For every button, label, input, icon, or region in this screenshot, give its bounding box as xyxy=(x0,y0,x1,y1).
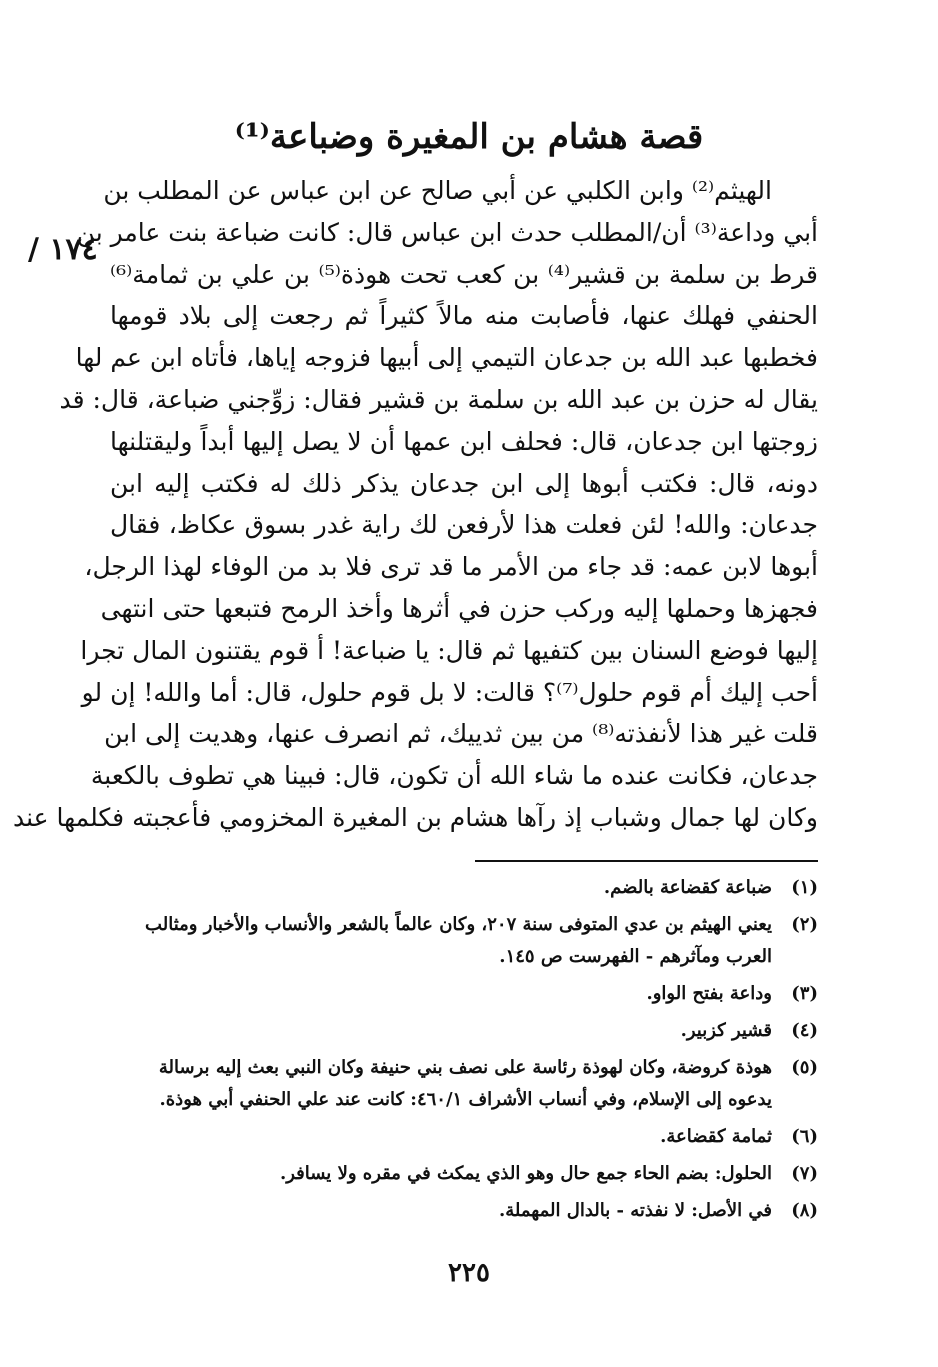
footnote-number: (٥) xyxy=(791,1057,818,1078)
footnote-number: (٨) xyxy=(791,1200,818,1221)
footnote xyxy=(110,1015,818,1047)
footnote-number: (١) xyxy=(791,877,818,898)
footnote-text: ثمامة كقضاعة. xyxy=(660,1126,772,1147)
text-line: أبي وداعة⁽³⁾ أن/المطلب حدث ابن عباس قال: كانت ضباعة بنت عامر بن xyxy=(76,217,818,247)
text-line: الحنفي فهلك عنها، فأصابت منه مالاً كثيراً ثم رجعت إلى بلاد قومها xyxy=(110,301,818,331)
text-line: أحب إليك أم قوم حلول⁽⁷⁾؟ قالت: لا بل قوم حلول، قال: أما والله! إن لو xyxy=(81,677,818,707)
footnote xyxy=(110,978,818,1010)
footnote-text: ضباعة كقضاعة بالضم. xyxy=(603,877,772,898)
footnote-text: وداعة بفتح الواو. xyxy=(646,983,772,1004)
text-line: جدعان، فكانت عنده ما شاء الله أن تكون، قال: فبينا هي تطوف بالكعبة xyxy=(90,761,818,791)
footnote xyxy=(110,1052,818,1116)
text-line: قرط بن سلمة بن قشير⁽⁴⁾ بن كعب تحت هوذة⁽⁵⁾ بن علي بن ثمامة⁽⁶⁾ xyxy=(110,259,818,289)
text-line: قلت غير هذا لأنفذته⁽⁸⁾ من بين ثدييك، ثم انصرف عنها، وهديت إلى ابن xyxy=(104,719,818,749)
footnote-text: هوذة كروضة، وكان لهوذة رئاسة على نصف بني حنيفة وكان النبي بعث إليه برسالة يدعوه إلى الإسلام، وفي أنساب الأشراف ٤٦٠/١: كانت عند علي الحنفي أبي هوذة. xyxy=(158,1057,772,1110)
text-line: وكان لها جمال وشباب إذ رآها هشام بن المغيرة المخزومي فأعجبته فكلمها عند xyxy=(12,802,818,832)
footnote-text: في الأصل: لا نفذته - بالدال المهملة. xyxy=(499,1200,772,1221)
text-line: فجهزها وحملها إليه وركب حزن في أثرها وأخذ الرمح فتبعها حتى انتهى xyxy=(100,593,818,623)
footnote xyxy=(110,1158,818,1190)
text-line: يقال له حزن بن عبد الله بن سلمة بن قشير فقال: زوِّجني ضباعة، قال: قد xyxy=(59,384,818,414)
footnote-text: قشير كزبير. xyxy=(680,1020,772,1041)
text-line: أبوها لابن عمه: قد جاء من الأمر ما قد ترى فلا بد من الوفاء لهذا الرجل، xyxy=(84,552,818,582)
text-line: إليها فوضع السنان بين كتفيها ثم قال: يا ضباعة! أ قوم يقتنون المال تجرا xyxy=(80,635,818,665)
text-line: الهيثم⁽²⁾ وابن الكلبي عن أبي صالح عن ابن عباس عن المطلب بن xyxy=(103,176,772,205)
footnote-number: (٢) xyxy=(791,914,818,935)
text-line: جدعان: والله! لئن فعلت هذا لأرفعن لك راية غدر بسوق عكاظ، فقال xyxy=(110,510,818,540)
footnote xyxy=(110,909,818,973)
text-line: فخطبها عبد الله بن جدعان التيمي إلى أبيها فزوجه إياها، فأتاه ابن عم لها xyxy=(75,343,818,373)
chapter-title: قصة هشام بن المغيرة وضباعة⁽¹⁾ xyxy=(234,117,704,157)
original-page-marker: ١٧٤ / xyxy=(28,232,98,267)
footnote xyxy=(110,1121,818,1153)
text-line: دونه، قال: فكتب أبوها إلى ابن جدعان يذكر ذلك له فكتب إليه ابن xyxy=(110,468,818,498)
footnotes xyxy=(110,872,818,1232)
footnote-number: (٧) xyxy=(791,1163,818,1184)
footnote-text: يعني الهيثم بن عدي المتوفى سنة ٢٠٧، وكان عالماً بالشعر والأنساب والأخبار ومثالب العرب ومآثرهم - الفهرست ص ١٤٥. xyxy=(145,914,772,967)
footnote xyxy=(110,1195,818,1227)
footnote-number: (٤) xyxy=(791,1020,818,1041)
footnote-number: (٣) xyxy=(791,983,818,1004)
text-line: زوجتها ابن جدعان، قال: فحلف ابن عمها أن لا يصل إليها أبداً وليقتلنها xyxy=(110,426,818,456)
footnote-number: (٦) xyxy=(791,1126,818,1147)
page-number: ٢٢٥ xyxy=(448,1258,490,1288)
footnote-divider xyxy=(475,860,818,862)
footnote xyxy=(110,872,818,904)
footnote-text: الحلول: بضم الحاء جمع حال وهو الذي يمكث في مقره ولا يسافر. xyxy=(279,1163,772,1184)
